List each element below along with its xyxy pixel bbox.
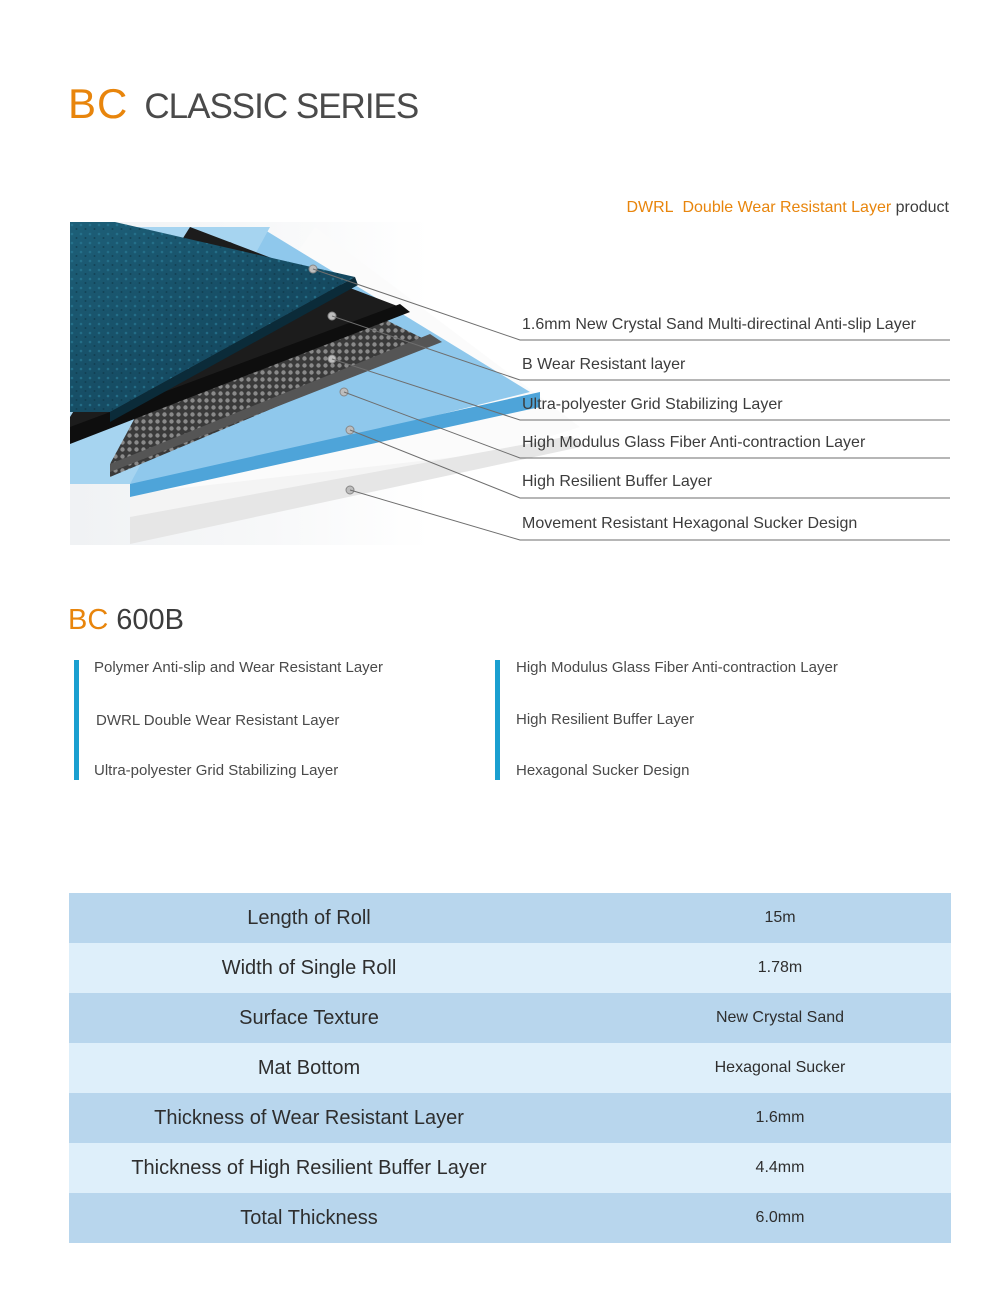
feature-bar-right [495, 660, 500, 780]
model-code: 600B [116, 604, 185, 636]
feature-right-3: Hexagonal Sucker Design [516, 762, 690, 779]
table-row [69, 1043, 951, 1093]
spec-value: 4.4mm [549, 1143, 951, 1193]
feature-right-2: High Resilient Buffer Layer [516, 711, 695, 728]
brand-label: BC [68, 80, 129, 127]
product-tag-abbr: DWRL [626, 199, 674, 216]
spec-value: New Crystal Sand [549, 993, 951, 1043]
product-tag-name: Double Wear Resistant Layer [682, 199, 892, 216]
table-row [69, 943, 951, 993]
product-tag [626, 199, 949, 217]
product-tag-suffix: product [895, 199, 949, 216]
spec-value: 15m [549, 893, 951, 943]
spec-label: Mat Bottom [69, 1043, 549, 1093]
spec-value: 6.0mm [549, 1193, 951, 1243]
layer-diagram-illustration [70, 222, 950, 545]
table-row [69, 893, 951, 943]
callout-wear-resistant-layer: B Wear Resistant layer [522, 356, 686, 373]
model-heading [68, 604, 184, 637]
callout-grid-stabilizing-layer: Ultra-polyester Grid Stabilizing Layer [522, 396, 783, 413]
feature-left-1: Polymer Anti-slip and Wear Resistant Layer [94, 659, 384, 676]
table-row [69, 993, 951, 1043]
spec-value: 1.6mm [549, 1093, 951, 1143]
model-brand: BC [68, 604, 109, 636]
callout-hexagonal-sucker: Movement Resistant Hexagonal Sucker Design [522, 515, 858, 532]
spec-value: Hexagonal Sucker [549, 1043, 951, 1093]
spec-label: Surface Texture [69, 993, 549, 1043]
spec-label: Thickness of Wear Resistant Layer [69, 1093, 549, 1143]
callout-buffer-layer: High Resilient Buffer Layer [522, 473, 713, 490]
spec-label: Width of Single Roll [69, 943, 549, 993]
feature-right-1: High Modulus Glass Fiber Anti-contraction Layer [516, 659, 838, 676]
feature-left-2: DWRL Double Wear Resistant Layer [96, 712, 340, 729]
spec-label: Thickness of High Resilient Buffer Layer [69, 1143, 549, 1193]
page-title [68, 80, 418, 128]
table-row [69, 1143, 951, 1193]
table-row [69, 1093, 951, 1143]
layer-diagram [70, 222, 950, 545]
spec-label: Total Thickness [69, 1193, 549, 1243]
feature-bar-left [74, 660, 79, 780]
series-label: CLASSIC SERIES [144, 87, 419, 126]
callout-anti-slip-layer: 1.6mm New Crystal Sand Multi-directinal Anti-slip Layer [522, 316, 916, 333]
spec-label: Length of Roll [69, 893, 549, 943]
spec-table [69, 893, 951, 1243]
callout-glass-fiber-layer: High Modulus Glass Fiber Anti-contraction Layer [522, 434, 866, 451]
table-row [69, 1193, 951, 1243]
feature-left-3: Ultra-polyester Grid Stabilizing Layer [94, 762, 339, 779]
spec-value: 1.78m [549, 943, 951, 993]
